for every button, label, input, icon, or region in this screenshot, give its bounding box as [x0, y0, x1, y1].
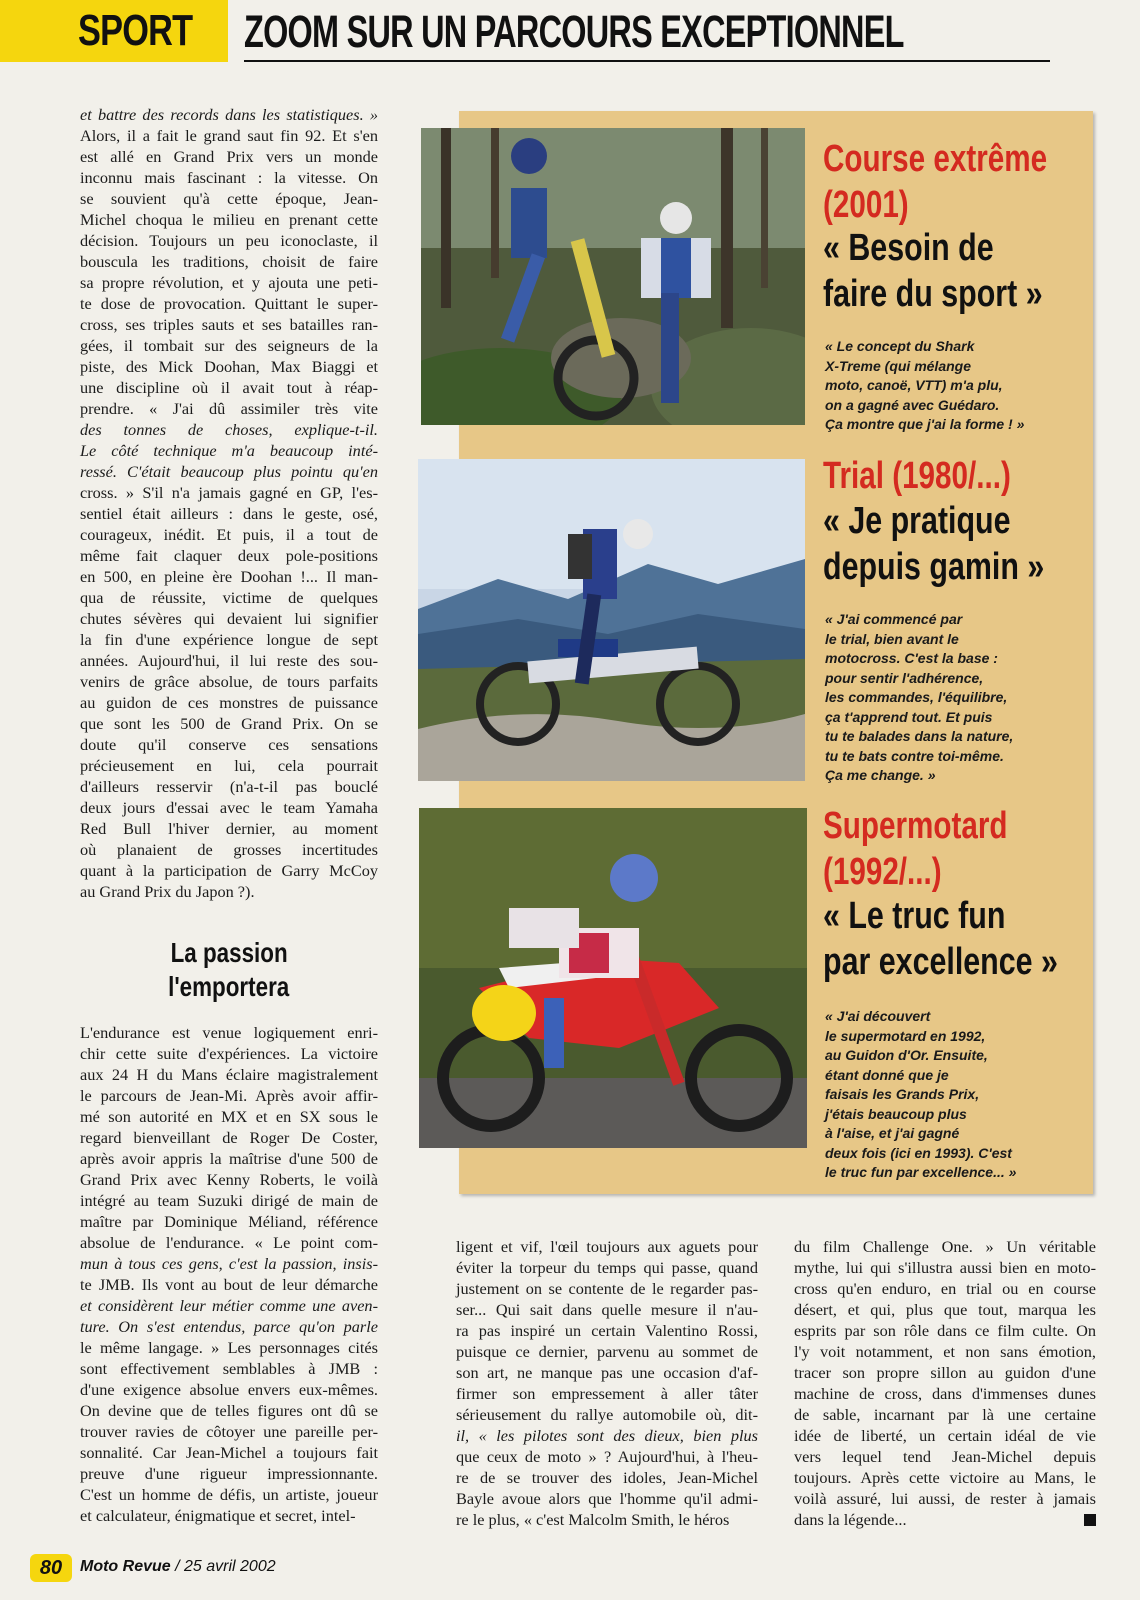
text-line: son art, ne manque pas une occasion d'af-	[456, 1363, 758, 1382]
text-line: sa propre révolution, et y ajouta une peti-	[80, 273, 378, 292]
text-line: l'y voit notamment, et non sans émotion,	[794, 1342, 1096, 1361]
text-line: maître par Dominique Méliand, référence	[80, 1212, 378, 1231]
text-line: quant à la participation de Garry McCoy	[80, 861, 378, 880]
text-line: que sont les 500 de Grand Prix. On se	[80, 714, 378, 733]
page-header	[0, 0, 1140, 64]
text-line: le parcours de Jean-Mi. Après avoir affir-	[80, 1086, 378, 1105]
text-line: bouscula les traditions, choisit de faire	[80, 252, 378, 271]
text-line: au guidon de ces monstres de puissance	[80, 693, 378, 712]
text-line: (2001)	[823, 184, 909, 226]
title-underline	[244, 60, 1050, 62]
publication-info	[80, 1558, 276, 1576]
text-line: est allé en Grand Prix vers un monde	[80, 147, 378, 166]
text-line: chir cette suite d'expériences. La victoire	[80, 1044, 378, 1063]
text-line: deux jours d'essai avec le team Yamaha	[80, 798, 378, 817]
text-line: le même langage. » Les personnages cités	[80, 1338, 378, 1357]
panel-1-body	[825, 337, 1024, 435]
text-line: « Le concept du Shark	[825, 338, 975, 354]
text-line: Ça montre que j'ai la forme ! »	[825, 416, 1025, 432]
text-line: chutes sévères qui devaient lui signifier	[80, 609, 378, 628]
text-line: le truc fun par excellence... »	[825, 1164, 1017, 1180]
text-line: inconnu mais fascinant : la vitesse. On	[80, 168, 378, 187]
text-line: idée de liberté, un certain idéal de vie	[794, 1426, 1096, 1445]
text-line: faisais les Grands Prix,	[825, 1086, 980, 1102]
text-line: cross qu'en enduro, en trial ou en course	[794, 1279, 1096, 1298]
text-line: absolue de l'endurance. « Le point com-	[80, 1233, 378, 1252]
text-line: et calculateur, énigmatique et secret, intel-	[80, 1506, 356, 1525]
panel-2-title	[823, 453, 1011, 499]
subheading	[80, 936, 378, 1004]
text-line: « J'ai découvert	[825, 1008, 931, 1024]
text-line: justement on se contente de le regarder pas-	[456, 1279, 758, 1298]
panel-2-quote	[823, 498, 1044, 590]
text-line: la fin d'une expérience longue de sept	[80, 630, 378, 649]
text-line: Grand Prix avec Kenny Roberts, le voilà	[80, 1170, 378, 1189]
text-line: mythe, lui qui s'illustra aussi bien en moto-	[794, 1258, 1096, 1277]
panel-3-quote	[823, 893, 1058, 985]
text-line: machine de cross, dans d'immenses dunes	[794, 1384, 1096, 1403]
text-line: C'est un homme de défis, un artiste, joueur	[80, 1485, 378, 1504]
text-line: dans la légende...	[794, 1509, 1096, 1530]
subheading-line-2: l'emportera	[168, 971, 290, 1002]
text-line: après avoir appris la maîtrise d'une 500 de	[80, 1149, 378, 1168]
text-line: On devine que de telles figures ont dû se	[80, 1401, 378, 1420]
text-line: tracer son propre sillon au guidon d'une	[794, 1363, 1096, 1382]
page-title: ZOOM SUR UN PARCOURS EXCEPTIONNEL	[244, 6, 904, 57]
subheading-line-1: La passion	[170, 937, 288, 968]
text-line: Ça me change. »	[825, 767, 936, 783]
text-line: désert, et qui, plus que tout, marqua les	[794, 1300, 1096, 1319]
text-line: ture. On s'est entendus, parce qu'on parle	[80, 1317, 378, 1336]
text-line: au Guidon d'Or. Ensuite,	[825, 1047, 988, 1063]
text-line: preuve d'une rigueur impressionnante.	[80, 1464, 378, 1483]
text-line: du film Challenge One. » Un véritable	[794, 1237, 1096, 1256]
text-line: où planaient de grosses incertitudes	[80, 840, 378, 859]
article-column-2	[456, 1236, 758, 1530]
text-line: ligent et vif, l'œil toujours aux aguets pour	[456, 1237, 758, 1256]
text-line: deux fois (ici en 1993). C'est	[825, 1144, 1012, 1161]
text-line: tu te bats contre toi-même.	[825, 747, 1004, 764]
text-line: motocross. C'est la base :	[825, 650, 998, 666]
text-line: faire du sport »	[823, 273, 1043, 315]
text-line: L'endurance est venue logiquement enri-	[80, 1023, 378, 1042]
text-line: cross. » S'il n'a jamais gagné en GP, l'es-	[80, 483, 378, 502]
text-line: décision. Toujours un peu iconoclaste, il	[80, 231, 378, 250]
article-column-1-continued	[80, 1022, 378, 1526]
text-line: le supermotard en 1992,	[825, 1027, 986, 1044]
text-line: qua de réussite, victime de quelques	[80, 588, 378, 607]
text-line: Supermotard	[823, 805, 1008, 847]
photo-forest-enduro	[421, 128, 805, 425]
text-line: éviter la torpeur du temps qui passe, quand	[456, 1258, 758, 1277]
text-line: voilà assuré, lui aussi, de rester à jamais	[794, 1489, 1096, 1508]
text-line: les commandes, l'équilibre,	[825, 689, 1008, 705]
text-line: par excellence »	[823, 941, 1058, 983]
text-line: et considèrent leur métier comme une aven-	[80, 1296, 378, 1315]
text-line: te JMB. Ils vont au bout de leur démarche	[80, 1275, 378, 1294]
text-line: pour sentir l'adhérence,	[825, 669, 984, 686]
panel-3-body	[825, 1007, 1016, 1183]
text-line: prendre. « J'ai dû assimiler très vite	[80, 399, 378, 418]
text-line: il, « les pilotes sont des dieux, bien plus	[456, 1426, 758, 1445]
text-line: « Besoin de	[823, 227, 994, 269]
text-line: regard bienveillant de Roger De Coster,	[80, 1128, 378, 1147]
text-line: « J'ai commencé par	[825, 611, 963, 627]
page-number: 80	[30, 1554, 72, 1582]
article-column-1	[80, 104, 378, 902]
text-line: X-Treme (qui mélange	[825, 357, 972, 374]
text-line: même fait claquer deux pole-positions	[80, 546, 378, 565]
text-line: « Je pratique	[823, 500, 1011, 542]
panel-3-title	[823, 803, 1007, 895]
text-line: d'une exigence absolue envers eux-mêmes.	[80, 1380, 378, 1399]
text-line: ressé. C'était beaucoup plus pointu qu'en	[80, 462, 378, 481]
text-line: courageux, inédit. Et puis, il a tout de	[80, 525, 378, 544]
panel-1-quote	[823, 225, 1043, 317]
text-line: venirs de grâce absolue, de tours parfaits	[80, 672, 378, 691]
text-line: au Grand Prix du Japon ?).	[80, 882, 255, 901]
panel-2-body	[825, 610, 1013, 786]
text-line: mé son autorité en MX et en SX sous le	[80, 1107, 378, 1126]
panel-1-title	[823, 136, 1047, 228]
text-line: (1992/...)	[823, 851, 942, 893]
text-line: de sable, incarnant par là une certaine	[794, 1405, 1096, 1424]
text-line: Le côté technique m'a beaucoup inté-	[80, 441, 378, 460]
text-line: le trial, bien avant le	[825, 630, 959, 647]
text-line: mun à tous ces gens, c'est la passion, insis-	[80, 1254, 378, 1273]
text-line: depuis gamin »	[823, 546, 1045, 588]
text-line: j'étais beaucoup plus	[825, 1105, 967, 1122]
text-line: précieusement en lui, cela pourrait	[80, 756, 378, 775]
text-line: piste, des Mick Doohan, Max Biaggi et	[80, 357, 378, 376]
text-line: une discipline où il avait tout à réap-	[80, 378, 378, 397]
text-line: et battre des records dans les statistiques. »	[80, 105, 378, 124]
text-line: Michel choqua le milieu en prenant cette	[80, 210, 378, 229]
text-line: firmer son empressement à aller tâter	[456, 1384, 758, 1403]
text-line: cross, ses triples sauts et ses batailles ran-	[80, 315, 378, 334]
text-line: étant donné que je	[825, 1066, 949, 1083]
text-line: Red Bull l'hiver dernier, au moment	[80, 819, 378, 838]
text-line: ra pas inspiré un certain Valentino Rossi,	[456, 1321, 758, 1340]
text-line: re le plus, « c'est Malcolm Smith, le héros	[456, 1510, 730, 1529]
photo-supermotard	[419, 808, 807, 1148]
text-line: esprits par son rôle dans ce film culte. On	[794, 1321, 1096, 1340]
text-line: te dose de provocation. Quittant le super-	[80, 294, 378, 313]
text-line: puisque ce dernier, parvenu au sommet de	[456, 1342, 758, 1361]
text-line: ça t'apprend tout. Et puis	[825, 708, 993, 725]
text-line: tu te balades dans la nature,	[825, 728, 1014, 744]
text-line: sont effectivement semblables à JMB :	[80, 1359, 378, 1378]
publication-name: Moto Revue	[80, 1558, 171, 1575]
text-line: doute qu'il conserve ces sensations	[80, 735, 378, 754]
text-line: « Le truc fun	[823, 895, 1006, 937]
text-line: des tonnes de choses, explique-t-il.	[80, 420, 378, 439]
text-line: sérieusement du rallye automobile où, dit-	[456, 1405, 758, 1424]
text-line: ser... Qui sait dans quelle mesure il n'au-	[456, 1300, 758, 1319]
publication-date: / 25 avril 2002	[170, 1558, 276, 1575]
text-line: sentiel était ailleurs : dans le geste, osé,	[80, 504, 378, 523]
photo-trial	[418, 459, 805, 781]
text-line: sonnalité. Car Jean-Michel a toujours fait	[80, 1443, 378, 1462]
text-line: Bayle avoue alors que l'homme qu'il admi-	[456, 1489, 758, 1508]
text-line: intégré au team Suzuki dirigé de main de	[80, 1191, 378, 1210]
text-line: Trial (1980/...)	[823, 455, 1011, 497]
text-line: d'ailleurs resservir (n'a-t-il pas bouclé	[80, 777, 378, 796]
text-line: gées, il tombait sur des seigneurs de la	[80, 336, 378, 355]
text-line: aux 24 H du Mans éclaire magistralement	[80, 1065, 378, 1084]
text-line: moto, canoë, VTT) m'a plu,	[825, 377, 1003, 393]
text-line: années. Aujourd'hui, il lui reste des sou-	[80, 651, 378, 670]
text-line: on a gagné avec Guédaro.	[825, 396, 1000, 413]
text-line: se souvient qu'à cette époque, Jean-	[80, 189, 378, 208]
text-line: re de se trouver des idoles, Jean-Michel	[456, 1468, 758, 1487]
text-line: en 500, en pleine ère Doohan !... Il man-	[80, 567, 378, 586]
text-line: toujours. Après cette victoire au Mans, le	[794, 1468, 1096, 1487]
text-line: à l'aise, et j'ai gagné	[825, 1125, 960, 1141]
text-line: vers lequel tend Jean-Michel depuis	[794, 1447, 1096, 1466]
text-line: que ceux de moto » ? Aujourd'hui, à l'heu-	[456, 1447, 758, 1466]
end-mark	[1084, 1514, 1096, 1526]
text-line: Alors, il a fait le grand saut fin 92. Et s'en	[80, 126, 378, 145]
section-tag	[0, 0, 228, 62]
text-line: trouver ravies de côtoyer une pareille per-	[80, 1422, 378, 1441]
text-line: Course extrême	[823, 138, 1048, 180]
section-label: SPORT	[78, 6, 193, 55]
article-column-3	[794, 1236, 1096, 1530]
